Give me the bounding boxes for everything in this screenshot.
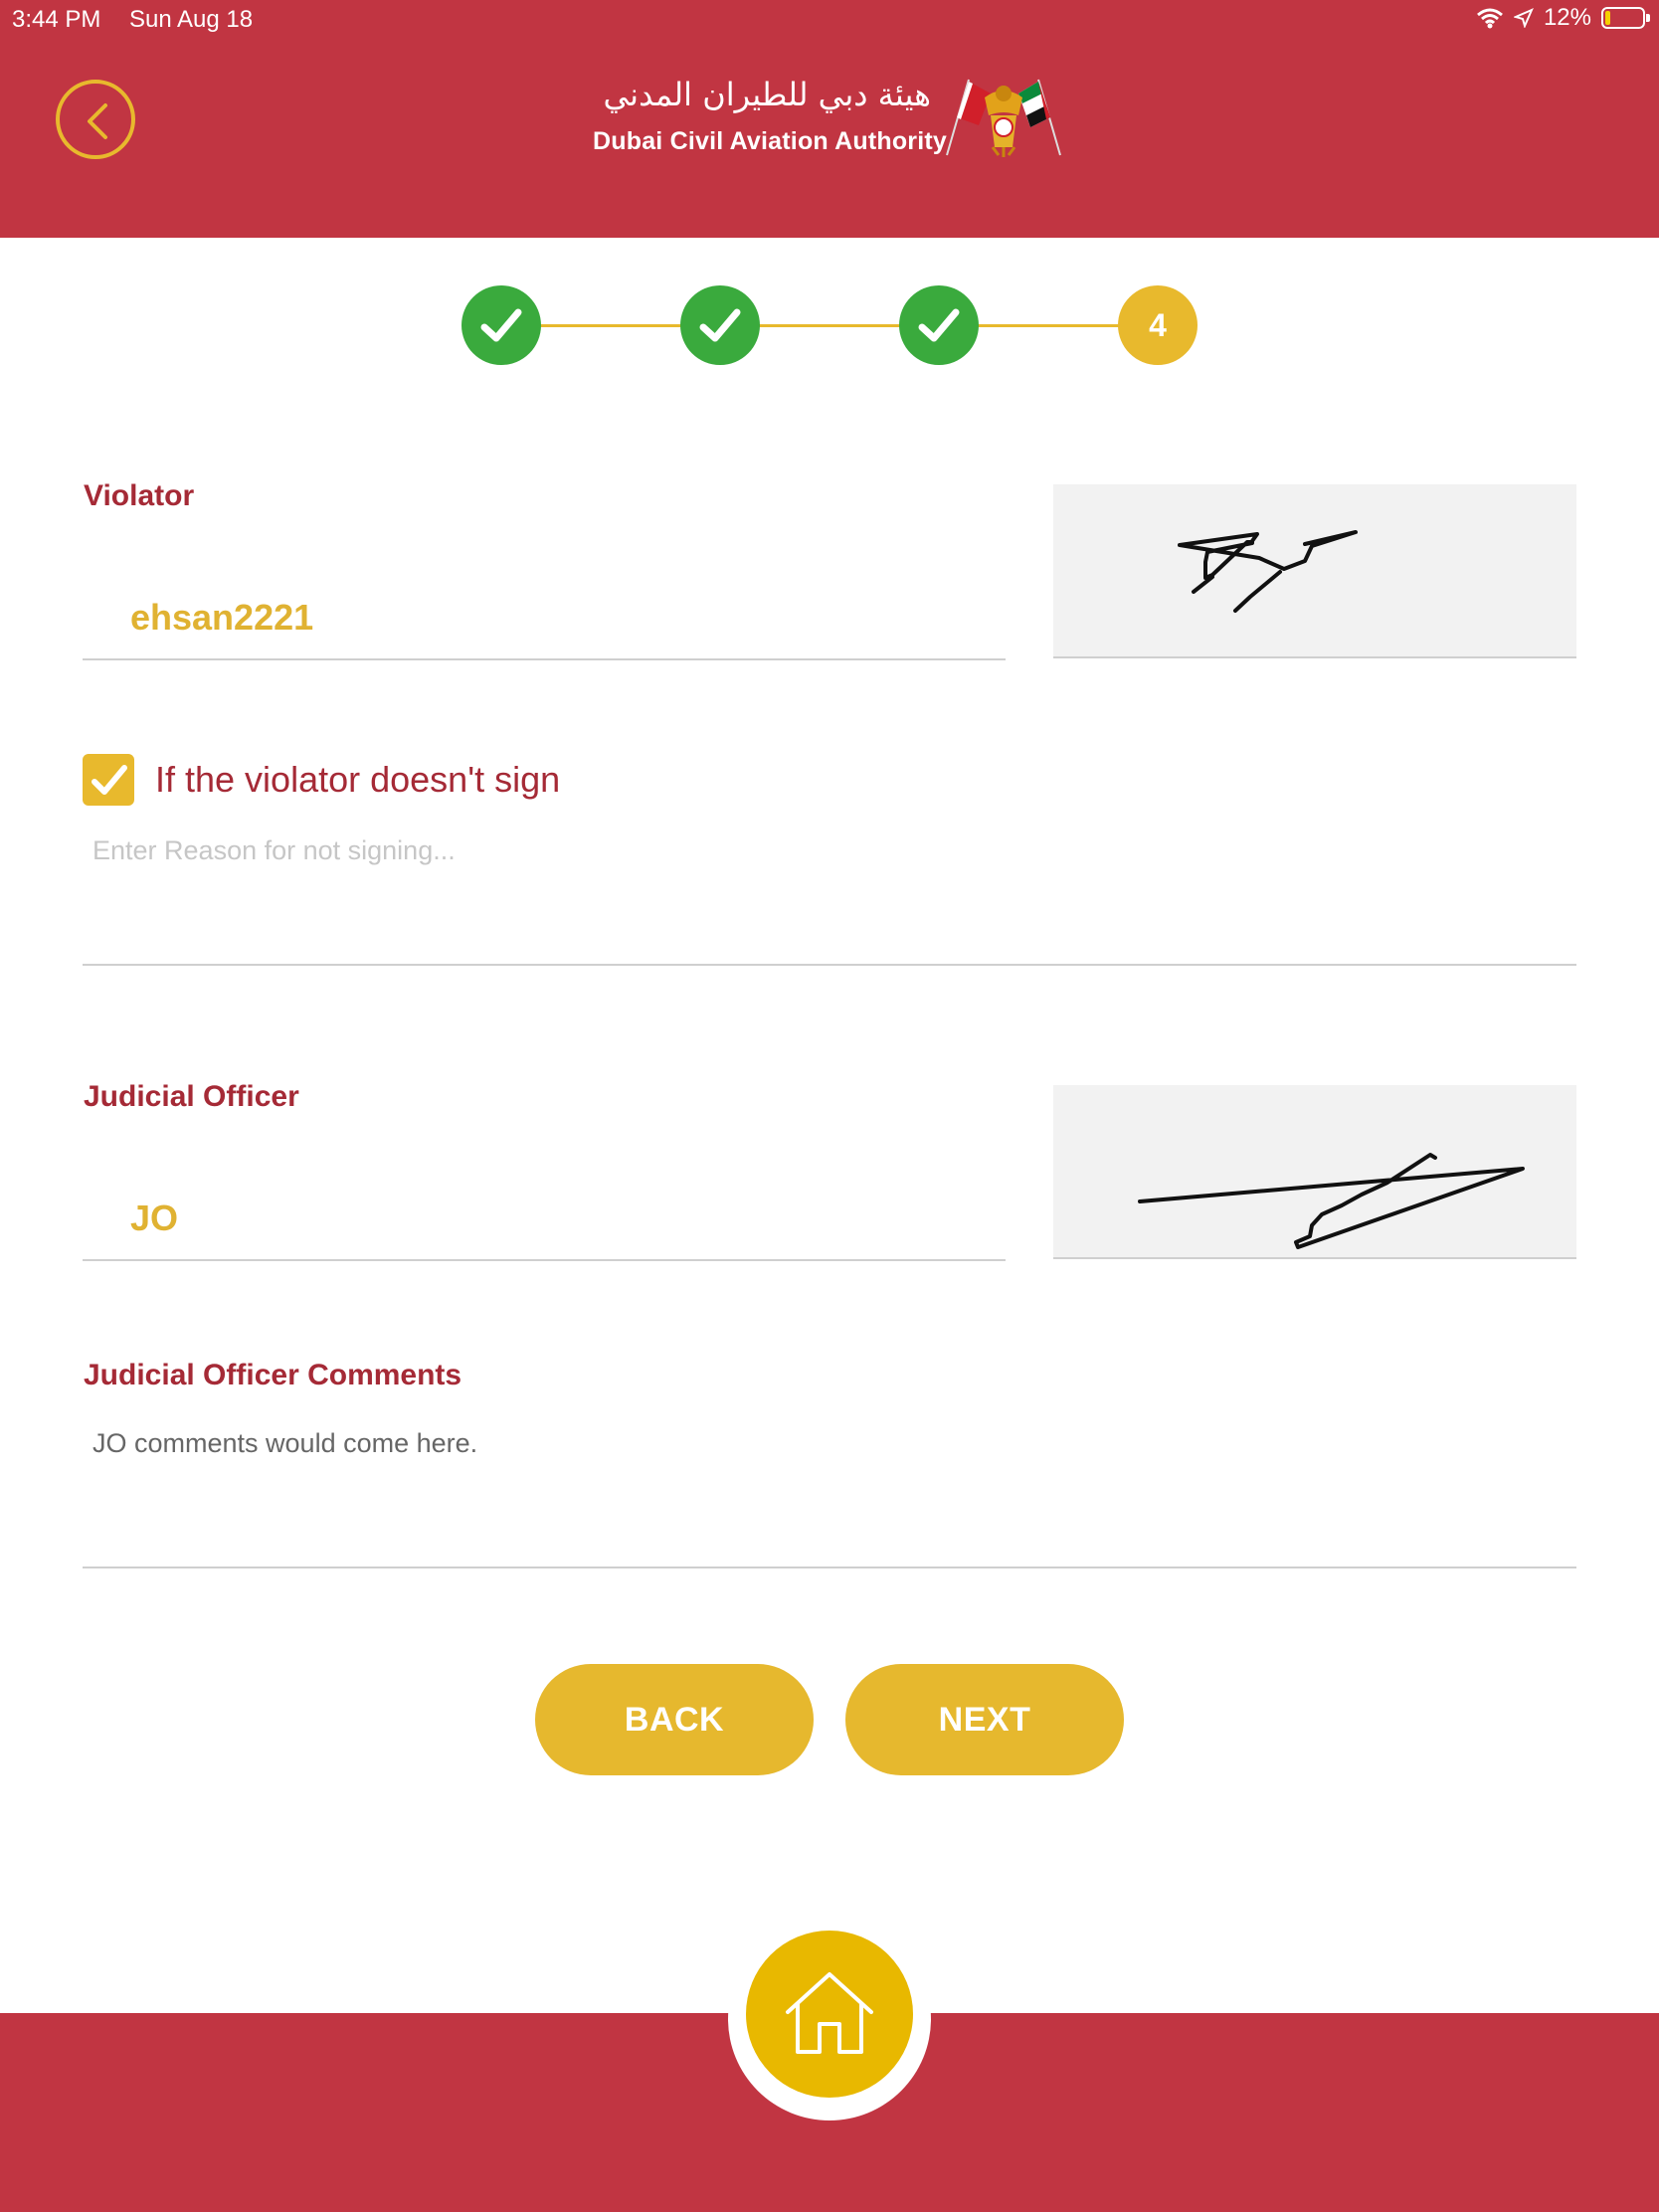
violator-underline: [83, 658, 1006, 660]
status-time: 3:44 PM: [12, 6, 101, 33]
comments-underline: [83, 1567, 1576, 1568]
step-3-complete: [899, 285, 979, 365]
not-sign-label: If the violator doesn't sign: [155, 759, 561, 800]
step-4-current: 4: [1118, 285, 1198, 365]
step-2-complete: [680, 285, 760, 365]
check-icon: [83, 754, 134, 806]
judicial-officer-signature-drawing: [1053, 1085, 1576, 1259]
uae-emblem-logo: [939, 76, 1068, 159]
step-1-complete: [461, 285, 541, 365]
violator-signature-pad[interactable]: [1053, 484, 1576, 658]
check-icon: [480, 307, 522, 343]
comments-text-area[interactable]: JO comments would come here.: [92, 1428, 478, 1458]
violator-signature-drawing: [1053, 484, 1576, 658]
reason-not-signing-input[interactable]: [84, 835, 1575, 955]
chevron-left-icon: [80, 101, 115, 141]
not-sign-checkbox[interactable]: [83, 754, 134, 806]
violator-name-value[interactable]: ehsan2221: [130, 597, 314, 638]
app-header: [0, 0, 1659, 238]
logo-english-text: Dubai Civil Aviation Authority: [593, 127, 948, 155]
stepper-track: [501, 324, 1158, 327]
location-arrow-icon: [1514, 8, 1534, 28]
judicial-officer-signature-pad[interactable]: [1053, 1085, 1576, 1259]
check-icon: [699, 307, 741, 343]
reason-underline: [83, 964, 1576, 966]
home-icon: [784, 1970, 875, 2056]
battery-icon: [1601, 7, 1645, 29]
status-indicators: [1476, 4, 1645, 32]
judicial-officer-name-value[interactable]: JO: [130, 1198, 179, 1238]
battery-percent: 12%: [1543, 4, 1591, 31]
comments-label: Judicial Officer Comments: [84, 1359, 462, 1391]
home-button[interactable]: [746, 1931, 913, 2098]
judicial-officer-label: Judicial Officer: [84, 1080, 299, 1113]
logo-arabic-text: هيئة دبي للطيران المدني: [603, 76, 931, 113]
next-button[interactable]: NEXT: [845, 1664, 1124, 1775]
status-date: Sun Aug 18: [129, 6, 254, 33]
back-button[interactable]: BACK: [535, 1664, 814, 1775]
check-icon: [918, 307, 960, 343]
status-bar: [0, 0, 1659, 40]
wifi-icon: [1476, 7, 1504, 29]
violator-label: Violator: [84, 479, 195, 512]
header-back-button[interactable]: [56, 80, 135, 159]
judicial-officer-underline: [83, 1259, 1006, 1261]
